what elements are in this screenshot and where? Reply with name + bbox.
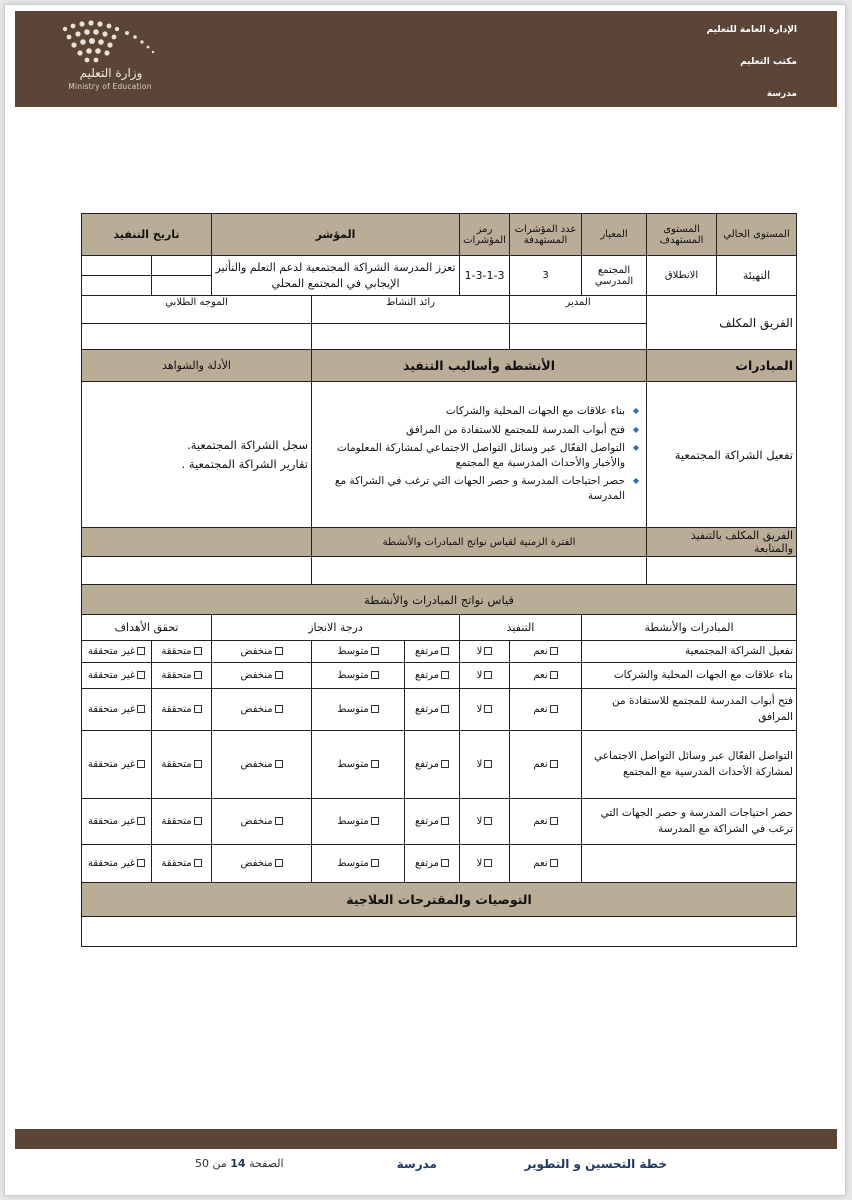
initiatives-header: المبادرات xyxy=(647,350,797,382)
activity-item: ◆ حصر احتياجات المدرسة و حصر الجهات التي ترغب في الشراكة مع المدرسة xyxy=(319,474,639,504)
checkbox-label: نعم xyxy=(533,858,548,869)
checkbox-option[interactable] xyxy=(510,731,582,799)
checkbox-label: نعم xyxy=(533,704,548,715)
checkbox-option[interactable] xyxy=(82,799,152,845)
checkbox-label: متحققة xyxy=(161,670,192,681)
checkbox-option[interactable] xyxy=(405,845,460,883)
checkbox-label: منخفض xyxy=(240,816,273,827)
checkbox-label: نعم xyxy=(533,816,548,827)
checkbox-icon[interactable] xyxy=(484,705,492,713)
checkbox-label: مرتفع xyxy=(414,670,440,681)
evidence-item: سجل الشراكة المجتمعية. xyxy=(187,438,309,453)
checkbox-option[interactable] xyxy=(152,845,212,883)
plan-title: خطة التحسين و التطوير xyxy=(524,1157,667,1171)
followup-team-cell[interactable] xyxy=(647,557,797,585)
checkbox-label: لا xyxy=(476,670,483,681)
logo-arabic-text: وزارة التعليم xyxy=(79,66,143,80)
checkbox-icon[interactable] xyxy=(550,705,558,713)
checkbox-label: نعم xyxy=(533,670,548,681)
recommendations-cell[interactable] xyxy=(82,917,797,947)
checkbox-option[interactable] xyxy=(312,731,405,799)
measurement-item: فتح أبواب المدرسة للمجتمع للاستفادة من المرافق xyxy=(582,689,797,731)
checkbox-label: مرتفع xyxy=(414,759,440,770)
checkbox-label: متوسط xyxy=(337,704,369,715)
checkbox-label: مرتفع xyxy=(414,816,440,827)
checkbox-option[interactable] xyxy=(82,641,152,663)
target-level-value: الانطلاق xyxy=(647,256,717,296)
document-page xyxy=(4,4,846,1196)
page-prefix: الصفحة xyxy=(249,1157,284,1170)
activity-leader-label: رائد النشاط xyxy=(312,296,510,324)
indicator-value: تعزز المدرسة الشراكة المجتمعية لدعم التعلم والتأثير الإيجابي في المجتمع المحلي xyxy=(212,256,460,296)
measurement-row xyxy=(82,845,797,883)
measurement-row xyxy=(82,799,797,845)
evidence-cell xyxy=(82,382,312,528)
followup-empty-header xyxy=(82,528,312,557)
checkbox-icon[interactable] xyxy=(371,705,379,713)
checkbox-option[interactable] xyxy=(152,731,212,799)
checkbox-icon[interactable] xyxy=(484,647,492,655)
principal-label: المدير xyxy=(510,296,647,324)
measurement-item: التواصل الفعّال عبر وسائل التواصل الاجتماعي لمشاركة الأحداث المدرسية مع المجتمع xyxy=(582,731,797,799)
current-level-value: التهيئة xyxy=(717,256,797,296)
checkbox-option[interactable] xyxy=(82,731,152,799)
indicator-header-row xyxy=(82,214,797,256)
logo-english-text: Ministry of Education xyxy=(68,82,152,91)
checkbox-label: منخفض xyxy=(240,759,273,770)
timeframe-label: الفترة الزمنية لقياس نواتج المبادرات والأنشطة xyxy=(312,528,647,557)
timeframe-cell[interactable] xyxy=(312,557,647,585)
checkbox-icon[interactable] xyxy=(550,859,558,867)
checkbox-label: متحققة xyxy=(161,704,192,715)
checkbox-option[interactable] xyxy=(312,663,405,689)
activities-header: الأنشطة وأساليب التنفيذ xyxy=(312,350,647,382)
checkbox-icon[interactable] xyxy=(137,817,145,825)
checkbox-icon[interactable] xyxy=(275,817,283,825)
activity-item: ◆ التواصل الفعّال عبر وسائل التواصل الاجتماعي لمشاركة المعلومات والأخبار والأحداث المدرسية مع المجتمع xyxy=(319,441,639,471)
checkbox-label: متوسط xyxy=(337,816,369,827)
checkbox-label: مرتفع xyxy=(414,858,440,869)
exec-date-cell[interactable] xyxy=(82,276,152,296)
checkbox-option[interactable] xyxy=(405,799,460,845)
checkbox-label: لا xyxy=(476,759,483,770)
checkbox-icon[interactable] xyxy=(194,817,202,825)
followup-team-label: الفريق المكلف بالتنفيذ والمتابعة xyxy=(647,528,797,557)
checkbox-option[interactable] xyxy=(510,845,582,883)
checkbox-label: منخفض xyxy=(240,646,273,657)
measurement-title-row xyxy=(82,585,797,615)
checkbox-icon[interactable] xyxy=(275,705,283,713)
checkbox-option[interactable] xyxy=(312,845,405,883)
checkbox-label: مرتفع xyxy=(414,704,440,715)
checkbox-option[interactable] xyxy=(405,731,460,799)
checkbox-icon[interactable] xyxy=(275,647,283,655)
checkbox-label: لا xyxy=(476,816,483,827)
checkbox-icon[interactable] xyxy=(371,760,379,768)
standard-header: المعيار xyxy=(582,214,647,256)
checkbox-icon[interactable] xyxy=(371,859,379,867)
measurement-row xyxy=(82,731,797,799)
checkbox-icon[interactable] xyxy=(194,859,202,867)
checkbox-label: نعم xyxy=(533,759,548,770)
checkbox-icon[interactable] xyxy=(137,705,145,713)
checkbox-icon[interactable] xyxy=(137,760,145,768)
evidence-item: تقارير الشراكة المجتمعية . xyxy=(181,456,309,471)
initiatives-header-row xyxy=(82,350,797,382)
checkbox-option[interactable] xyxy=(152,663,212,689)
header-school: مدرسة xyxy=(766,89,797,99)
indicators-code-header: رمز المؤشرات xyxy=(460,214,510,256)
checkbox-label: غير متحققة xyxy=(87,704,136,715)
checkbox-option[interactable] xyxy=(405,663,460,689)
page-total: 50 xyxy=(195,1157,209,1170)
checkbox-icon[interactable] xyxy=(441,647,449,655)
footer xyxy=(15,1151,837,1179)
checkbox-icon[interactable] xyxy=(441,859,449,867)
checkbox-option[interactable] xyxy=(510,641,582,663)
measurement-title: قياس نواتج المبادرات والأنشطة xyxy=(82,585,797,615)
header-banner xyxy=(15,11,837,107)
checkbox-option[interactable] xyxy=(212,689,312,731)
checkbox-option[interactable] xyxy=(82,689,152,731)
checkbox-icon[interactable] xyxy=(441,671,449,679)
activities-list-cell xyxy=(312,382,647,528)
page-current: 14 xyxy=(230,1157,246,1170)
checkbox-icon[interactable] xyxy=(484,817,492,825)
checkbox-option[interactable] xyxy=(312,799,405,845)
team-row xyxy=(82,296,797,324)
checkbox-label: متحققة xyxy=(161,858,192,869)
checkbox-label: منخفض xyxy=(240,858,273,869)
goals-header: تحقق الأهداف xyxy=(82,615,212,641)
checkbox-label: لا xyxy=(476,704,483,715)
checkbox-option[interactable] xyxy=(460,689,510,731)
checkbox-option[interactable] xyxy=(460,731,510,799)
followup-extra-cell[interactable] xyxy=(82,557,312,585)
checkbox-option[interactable] xyxy=(312,689,405,731)
measurement-row xyxy=(82,689,797,731)
followup-header-row xyxy=(82,528,797,557)
checkbox-option[interactable] xyxy=(460,641,510,663)
plan-table xyxy=(81,213,797,947)
achievement-header: درجة الانجاز xyxy=(212,615,460,641)
activity-leader-name-cell[interactable] xyxy=(312,324,510,350)
checkbox-icon[interactable] xyxy=(275,671,283,679)
checkbox-icon[interactable] xyxy=(194,671,202,679)
checkbox-option[interactable] xyxy=(510,663,582,689)
checkbox-icon[interactable] xyxy=(484,671,492,679)
items-header: المبادرات والأنشطة xyxy=(582,615,797,641)
assigned-team-label: الفريق المكلف xyxy=(647,296,797,350)
checkbox-icon[interactable] xyxy=(194,647,202,655)
checkbox-option[interactable] xyxy=(212,845,312,883)
checkbox-label: متحققة xyxy=(161,759,192,770)
checkbox-option[interactable] xyxy=(212,799,312,845)
checkbox-label: لا xyxy=(476,858,483,869)
checkbox-label: غير متحققة xyxy=(87,759,136,770)
measurement-row xyxy=(82,641,797,663)
checkbox-icon[interactable] xyxy=(441,817,449,825)
checkbox-label: غير متحققة xyxy=(87,670,136,681)
checkbox-icon[interactable] xyxy=(137,671,145,679)
checkbox-icon[interactable] xyxy=(371,817,379,825)
checkbox-label: غير متحققة xyxy=(87,646,136,657)
checkbox-label: متوسط xyxy=(337,858,369,869)
footer-school: مدرسة xyxy=(396,1157,437,1171)
checkbox-option[interactable] xyxy=(460,845,510,883)
checkbox-icon[interactable] xyxy=(371,647,379,655)
activities-list xyxy=(315,399,643,509)
checkbox-label: متحققة xyxy=(161,646,192,657)
measurement-header-row xyxy=(82,615,797,641)
checkbox-label: مرتفع xyxy=(414,646,440,657)
checkbox-icon[interactable] xyxy=(275,760,283,768)
principal-name-cell[interactable] xyxy=(510,324,647,350)
activity-item: ◆ بناء علاقات مع الجهات المحلية والشركات xyxy=(319,404,639,419)
measurement-item: بناء علاقات مع الجهات المحلية والشركات xyxy=(582,663,797,689)
checkbox-icon[interactable] xyxy=(550,817,558,825)
student-counselor-name-cell[interactable] xyxy=(82,324,312,350)
checkbox-icon[interactable] xyxy=(371,671,379,679)
measurement-body xyxy=(82,641,797,883)
recommendations-title: التوصيات والمقترحات العلاجية xyxy=(82,883,797,917)
exec-date-cell[interactable] xyxy=(82,256,152,276)
checkbox-label: متحققة xyxy=(161,816,192,827)
initiative-name: تفعيل الشراكة المجتمعية xyxy=(647,382,797,528)
checkbox-option[interactable] xyxy=(405,689,460,731)
execution-header: التنفيذ xyxy=(460,615,582,641)
checkbox-label: غير متحققة xyxy=(87,816,136,827)
checkbox-icon[interactable] xyxy=(550,760,558,768)
checkbox-icon[interactable] xyxy=(484,859,492,867)
target-level-header: المستوى المستهدف xyxy=(647,214,717,256)
header-office: مكتب التعليم xyxy=(740,57,797,67)
current-level-header: المستوى الحالي xyxy=(717,214,797,256)
checkbox-icon[interactable] xyxy=(137,647,145,655)
checkbox-option[interactable] xyxy=(510,799,582,845)
header-directorate: الإدارة العامة للتعليم xyxy=(706,25,797,35)
checkbox-icon[interactable] xyxy=(550,647,558,655)
measurement-row xyxy=(82,663,797,689)
indicators-count-header: عدد المؤشرات المستهدفة xyxy=(510,214,582,256)
checkbox-option[interactable] xyxy=(212,731,312,799)
checkbox-label: متوسط xyxy=(337,646,369,657)
indicator-row xyxy=(82,256,797,276)
checkbox-option[interactable] xyxy=(312,641,405,663)
indicators-count-value: 3 xyxy=(510,256,582,296)
measurement-item: تفعيل الشراكة المجتمعية xyxy=(582,641,797,663)
checkbox-option[interactable] xyxy=(405,641,460,663)
page-of: من xyxy=(212,1157,227,1170)
checkbox-option[interactable] xyxy=(510,689,582,731)
initiative-row xyxy=(82,382,797,528)
checkbox-option[interactable] xyxy=(152,689,212,731)
exec-date-header: تاريخ التنفيذ xyxy=(82,214,212,256)
checkbox-icon[interactable] xyxy=(275,859,283,867)
activity-item: ◆ فتح أبواب المدرسة للمجتمع للاستفادة من المرافق xyxy=(319,423,639,438)
checkbox-option[interactable] xyxy=(152,799,212,845)
checkbox-label: نعم xyxy=(533,646,548,657)
measurement-item xyxy=(582,845,797,883)
checkbox-option[interactable] xyxy=(152,641,212,663)
page-number xyxy=(195,1157,284,1170)
evidence-header: الأدلة والشواهد xyxy=(82,350,312,382)
checkbox-option[interactable] xyxy=(212,663,312,689)
indicator-header: المؤشر xyxy=(212,214,460,256)
checkbox-icon[interactable] xyxy=(194,705,202,713)
checkbox-option[interactable] xyxy=(82,663,152,689)
exec-date-cell[interactable] xyxy=(152,276,212,296)
standard-value: المجتمع المدرسي xyxy=(582,256,647,296)
checkbox-option[interactable] xyxy=(460,663,510,689)
checkbox-icon[interactable] xyxy=(550,671,558,679)
exec-date-cell[interactable] xyxy=(152,256,212,276)
recommendations-title-row xyxy=(82,883,797,917)
footer-banner xyxy=(15,1129,837,1149)
checkbox-icon[interactable] xyxy=(441,760,449,768)
checkbox-icon[interactable] xyxy=(441,705,449,713)
checkbox-icon[interactable] xyxy=(194,760,202,768)
checkbox-label: منخفض xyxy=(240,704,273,715)
checkbox-label: متوسط xyxy=(337,670,369,681)
student-counselor-label: الموجه الطلابي xyxy=(82,296,312,324)
checkbox-icon[interactable] xyxy=(137,859,145,867)
checkbox-option[interactable] xyxy=(212,641,312,663)
checkbox-label: متوسط xyxy=(337,759,369,770)
checkbox-option[interactable] xyxy=(82,845,152,883)
checkbox-label: غير متحققة xyxy=(87,858,136,869)
checkbox-option[interactable] xyxy=(460,799,510,845)
checkbox-icon[interactable] xyxy=(484,760,492,768)
measurement-item: حصر احتياجات المدرسة و حصر الجهات التي ترغب في الشراكة مع المدرسة xyxy=(582,799,797,845)
checkbox-label: منخفض xyxy=(240,670,273,681)
checkbox-label: لا xyxy=(476,646,483,657)
indicators-code-value: 1-3-1-3 xyxy=(460,256,510,296)
